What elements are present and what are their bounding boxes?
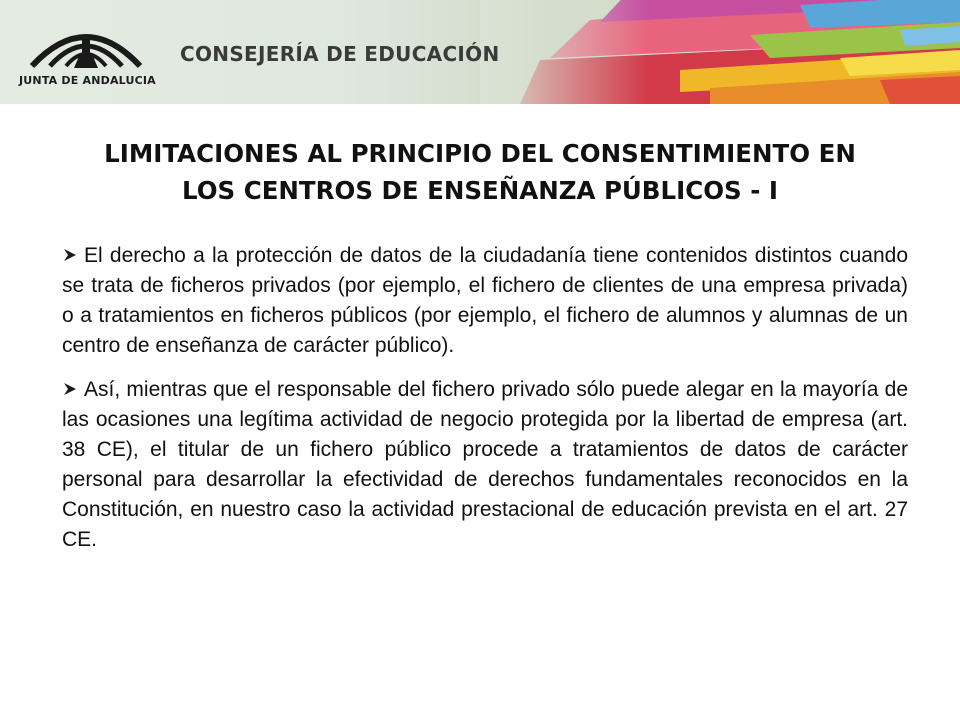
slide-title-line-2: LOS CENTROS DE ENSEÑANZA PÚBLICOS - I xyxy=(181,176,779,205)
arrow-bullet-icon xyxy=(62,381,78,397)
slide-title-line-1: LIMITACIONES AL PRINCIPIO DEL CONSENTIMIENTO EN xyxy=(104,139,856,168)
junta-de-andalucia-arcs-logo xyxy=(24,14,148,70)
logo-text: JUNTA DE ANDALUCIA xyxy=(19,74,156,87)
department-title: CONSEJERÍA DE EDUCACIÓN xyxy=(180,42,500,66)
bullet-item xyxy=(62,241,908,361)
slide-title xyxy=(30,135,930,209)
bullet-text: Así, mientras que el responsable del fichero privado sólo puede alegar en la mayoría de las ocasiones una legítima actividad de negocio protegida por la libertad de empresa (art. 38 CE), el titular de un fichero público procede a tratamientos de datos de carácter personal para desarrollar la efectividad de derechos fundamentales reconocidos en la Constitución, en nuestro caso la actividad prestacional de educación prevista en el art. 27 CE. xyxy=(62,378,908,551)
bullet-list xyxy=(62,241,908,569)
header-banner xyxy=(0,0,960,104)
crayons-banner-image xyxy=(480,0,960,104)
bullet-text: El derecho a la protección de datos de la ciudadanía tiene contenidos distintos cuando se trata de ficheros privados (por ejemplo, el fichero de clientes de una empresa privada) o a tratamientos en ficheros públicos (por ejemplo, el fichero de alumnos y alumnas de un centro de enseñanza de carácter público). xyxy=(62,244,908,357)
bullet-item xyxy=(62,375,908,555)
arrow-bullet-icon xyxy=(62,247,78,263)
